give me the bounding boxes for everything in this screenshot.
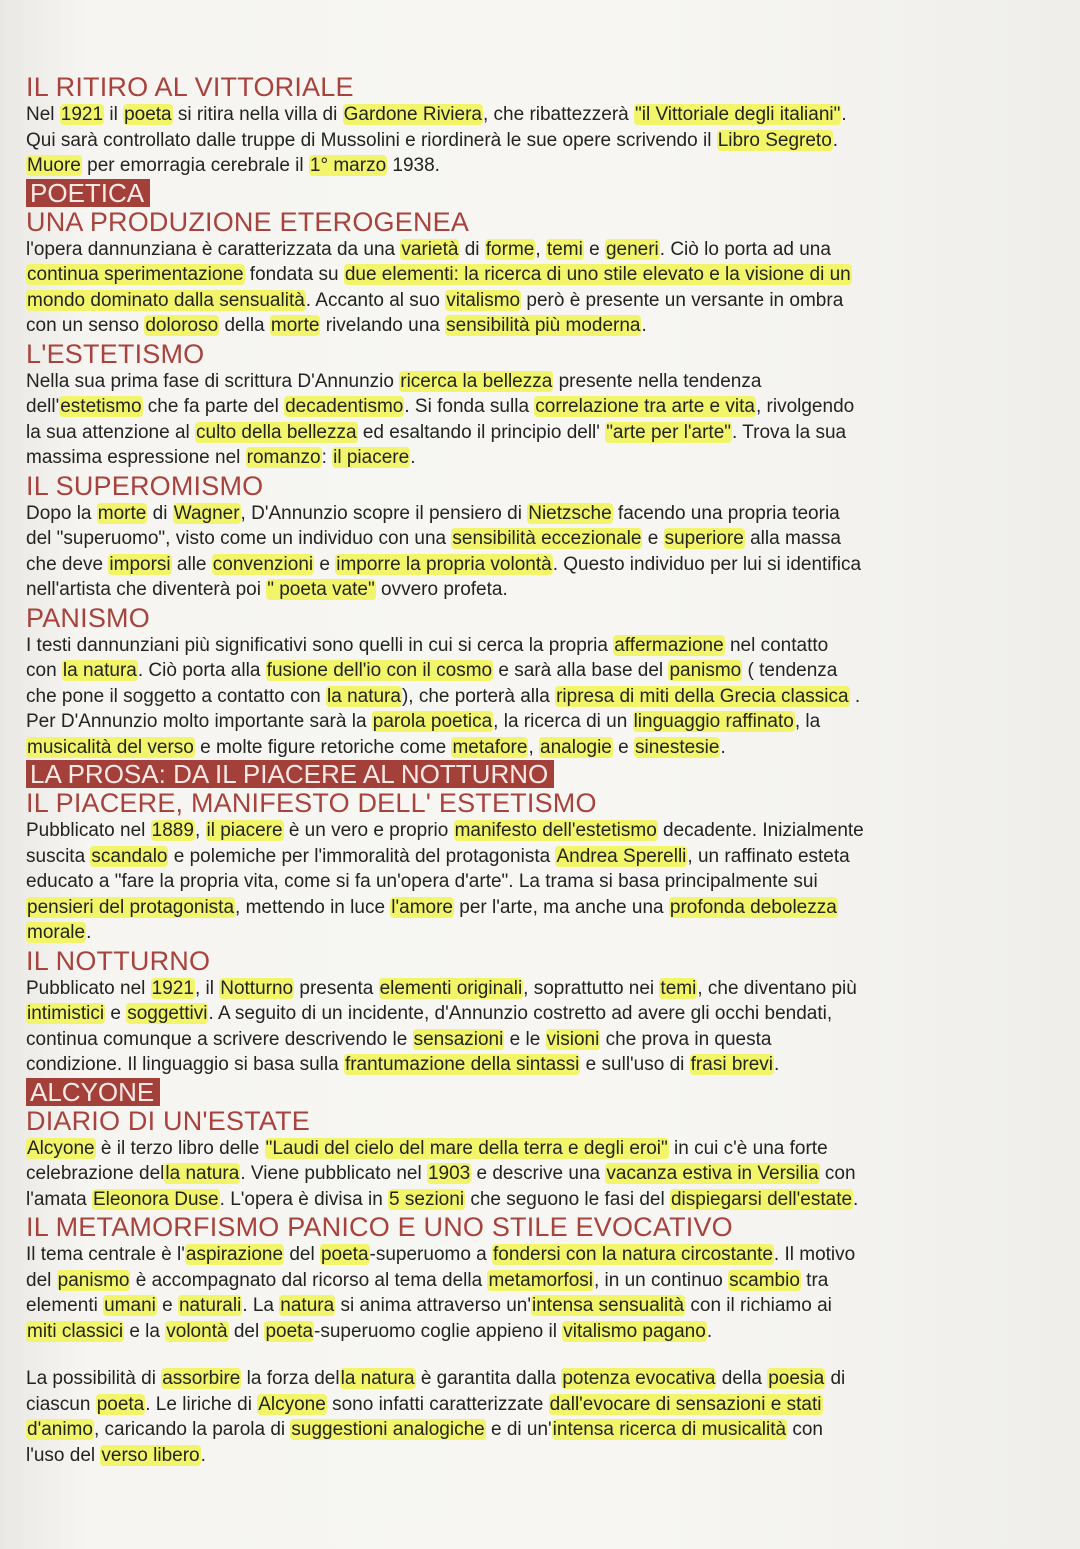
paragraph-line	[26, 1161, 1040, 1187]
paragraph-line	[26, 818, 1040, 844]
paragraph	[26, 1366, 1040, 1468]
highlighted-text: analogie	[540, 736, 612, 758]
text-run: e sarà alla base del	[493, 660, 669, 681]
highlighted-text: la natura	[62, 660, 137, 681]
text-run: e la	[124, 1320, 166, 1342]
text-run: Dopo la	[26, 502, 97, 524]
paragraph-line	[26, 445, 1040, 471]
highlighted-text: vacanza estiva in Versilia	[606, 1163, 819, 1184]
text-run: ( tendenza	[742, 660, 838, 681]
highlighted-text: Nietzsche	[528, 502, 612, 524]
paragraph-line	[26, 844, 1040, 870]
highlighted-text: umani	[104, 1295, 156, 1316]
highlighted-text: panismo	[669, 660, 742, 681]
highlighted-text: linguaggio raffinato	[633, 711, 794, 732]
text-run: fondata su	[244, 264, 344, 285]
text-run: suscita	[26, 845, 91, 867]
text-run: per emorragia cerebrale il	[81, 155, 309, 176]
paragraph-line	[26, 420, 1040, 446]
chapter-band: POETICA	[26, 179, 150, 207]
highlighted-text: miti classici	[27, 1320, 124, 1342]
text-run: massima espressione nel	[26, 447, 246, 468]
highlighted-text: la natura	[165, 1163, 240, 1184]
text-run: alla massa	[744, 528, 841, 549]
text-run: Per D'Annunzio molto importante sarà la	[26, 711, 372, 732]
highlighted-text: l'amore	[391, 896, 454, 918]
text-run: .	[832, 129, 839, 151]
text-run: ,	[535, 238, 546, 260]
highlighted-text: due elementi: la ricerca di uno stile elevato e la visione di un	[344, 264, 851, 285]
highlighted-text: morte	[97, 502, 147, 524]
highlighted-text: poeta	[96, 1393, 145, 1415]
highlighted-text: 1° marzo	[309, 155, 387, 176]
text-run: e	[314, 553, 336, 575]
text-run: è garantita dalla	[415, 1368, 562, 1389]
text-run: del	[284, 1244, 320, 1265]
highlighted-text: d'animo	[27, 1419, 93, 1440]
text-run: la sua attenzione al	[26, 421, 196, 443]
paragraph-line	[26, 313, 1040, 339]
highlighted-text: sensazioni	[413, 1028, 504, 1050]
section-heading: PANISMO	[26, 602, 150, 633]
highlighted-text: culto della bellezza	[196, 421, 357, 443]
section-heading: UNA PRODUZIONE ETEROGENEA	[26, 206, 470, 237]
text-run: è il terzo libro delle	[95, 1137, 265, 1159]
text-run: e	[583, 238, 605, 260]
highlighted-text: "il Vittoriale degli italiani"	[635, 104, 841, 125]
chapter-band: LA PROSA: DA IL PIACERE AL NOTTURNO	[26, 760, 554, 788]
text-run: nell'artista che diventerà poi	[26, 579, 267, 600]
highlighted-text: la natura	[340, 1368, 415, 1389]
highlighted-text: morte	[270, 315, 320, 336]
highlighted-text: scandalo	[91, 845, 168, 867]
highlighted-text: varietà	[401, 238, 459, 260]
highlighted-text: visioni	[546, 1028, 600, 1050]
text-run: dell'	[26, 396, 60, 417]
paragraph-line	[26, 895, 1040, 921]
highlighted-text: intensa ricerca di musicalità	[552, 1419, 787, 1440]
paragraph-line	[26, 684, 1040, 710]
highlighted-text: metamorfosi	[488, 1269, 593, 1291]
paragraph	[26, 976, 1040, 1078]
text-run: con	[787, 1419, 823, 1440]
text-run: .	[410, 447, 416, 468]
paragraph	[26, 1242, 1040, 1344]
text-run: ciascun	[26, 1393, 96, 1415]
highlighted-text: sinestesie	[634, 736, 720, 758]
paragraph-line	[26, 262, 1040, 288]
text-run: educato a "fare la propria vita, come si fa un'opera d'arte". La trama si basa principalmente sui	[26, 871, 818, 892]
highlighted-text: 1889	[151, 820, 194, 841]
text-run: , che diventano più	[697, 977, 857, 999]
text-run: .	[641, 315, 647, 336]
text-run: , il	[194, 977, 220, 999]
text-run: ), che porterà alla	[401, 685, 556, 707]
highlighted-text: 5 sezioni	[389, 1188, 465, 1210]
paragraph-line	[26, 1392, 1040, 1418]
highlighted-text: " poeta vate"	[267, 579, 375, 600]
highlighted-text: sensibilità eccezionale	[452, 528, 642, 549]
paragraph	[26, 369, 1040, 471]
text-run: .	[200, 1444, 206, 1466]
paragraph-line	[26, 1366, 1040, 1392]
paragraph-line	[26, 1136, 1040, 1162]
paragraph-line	[26, 237, 1040, 263]
text-run: presente nella tendenza	[553, 370, 762, 392]
highlighted-text: ripresa di miti della Grecia classica	[556, 685, 849, 707]
highlighted-text: estetismo	[60, 396, 142, 417]
text-run: . Ciò lo porta ad una	[659, 238, 831, 260]
paragraph-gap	[26, 1344, 1040, 1366]
paragraph	[26, 102, 1040, 179]
highlighted-text: 1903	[427, 1163, 471, 1184]
paragraph-line	[26, 1417, 1040, 1443]
text-run: nel contatto	[724, 634, 829, 656]
highlighted-text: mondo dominato dalla sensualità	[27, 289, 305, 311]
text-run: . Trova la sua	[732, 421, 847, 443]
highlighted-text: temi	[660, 977, 697, 999]
highlighted-text: sensibilità più moderna	[446, 315, 641, 336]
text-run: -superuomo coglie appieno il	[314, 1320, 563, 1342]
highlighted-text: frantumazione della sintassi	[344, 1054, 580, 1075]
text-run: .	[720, 736, 726, 758]
text-run: la forza del	[241, 1368, 340, 1389]
section-heading: IL METAMORFISMO PANICO E UNO STILE EVOCATIVO	[26, 1212, 733, 1242]
text-run: ed esaltando il principio dell'	[357, 421, 606, 443]
text-run: con il richiamo ai	[685, 1295, 832, 1316]
highlighted-text: continua sperimentazione	[27, 264, 244, 285]
highlighted-text: morale	[27, 922, 86, 943]
text-run: e polemiche per l'immoralità del protagonista	[168, 845, 556, 867]
text-run: però è presente un versante in ombra	[521, 289, 844, 311]
text-run: .	[774, 1054, 780, 1075]
highlighted-text: correlazione tra arte e vita	[535, 396, 755, 417]
text-run: l'uso del	[26, 1444, 101, 1466]
highlighted-text: vitalismo	[446, 289, 521, 311]
highlighted-text: poeta	[124, 104, 172, 125]
section-heading: IL SUPEROMISMO	[26, 470, 264, 501]
highlighted-text: Notturno	[220, 977, 294, 999]
highlighted-text: convenzioni	[212, 553, 314, 575]
highlighted-text: manifesto dell'estetismo	[454, 820, 657, 841]
text-run: si ritira nella villa di	[172, 104, 343, 125]
highlighted-text: fusione dell'io con il cosmo	[266, 660, 493, 681]
highlighted-text: doloroso	[145, 315, 219, 336]
text-run: , soprattutto nei	[523, 977, 660, 999]
text-run: , in un continuo	[593, 1269, 729, 1291]
paragraph-line	[26, 1052, 1040, 1078]
highlighted-text: forme	[485, 238, 535, 260]
paragraph	[26, 818, 1040, 946]
paragraph-line	[26, 658, 1040, 684]
text-run: del "superuomo", visto come un individuo con una	[26, 528, 452, 549]
text-run: La possibilità di	[26, 1368, 162, 1389]
text-run: . L'opera è divisa in	[219, 1188, 389, 1210]
text-run: in cui c'è una forte	[668, 1137, 828, 1159]
highlighted-text: parola poetica	[372, 711, 493, 732]
paragraph-line	[26, 1001, 1040, 1027]
paragraph	[26, 501, 1040, 603]
text-run: del	[26, 1269, 57, 1291]
highlighted-text: scambio	[729, 1269, 800, 1291]
paragraph-line	[26, 1293, 1040, 1319]
highlighted-text: superiore	[664, 528, 744, 549]
text-run: della	[716, 1368, 768, 1389]
highlighted-text: aspirazione	[185, 1244, 284, 1265]
highlighted-text: profonda debolezza	[669, 896, 837, 918]
paragraph-line	[26, 920, 1040, 946]
section-heading: IL PIACERE, MANIFESTO DELL' ESTETISMO	[26, 788, 597, 818]
highlighted-text: potenza evocativa	[562, 1368, 716, 1389]
highlighted-text: pensieri del protagonista	[27, 896, 235, 918]
text-run: . La	[242, 1295, 280, 1316]
highlighted-text: temi	[546, 238, 583, 260]
text-run: e sull'uso di	[580, 1054, 690, 1075]
text-run: Nel	[26, 104, 60, 125]
highlighted-text: affermazione	[614, 634, 724, 656]
text-run: , mettendo in luce	[235, 896, 391, 918]
text-run: , un raffinato esteta	[687, 845, 850, 867]
highlighted-text: 1921	[60, 104, 104, 125]
paragraph-line	[26, 869, 1040, 895]
paragraph	[26, 633, 1040, 761]
text-run: di	[147, 502, 173, 524]
highlighted-text: dall'evocare di sensazioni e stati	[549, 1393, 822, 1415]
paragraph-line	[26, 153, 1040, 179]
text-run: e le	[504, 1028, 546, 1050]
text-run: .	[849, 685, 861, 707]
paragraph	[26, 1136, 1040, 1213]
text-run: ovvero profeta.	[375, 579, 508, 600]
text-run: . Si fonda sulla	[404, 396, 535, 417]
text-run: rivelando una	[320, 315, 446, 336]
text-run: .	[853, 1188, 859, 1210]
text-run: con	[26, 660, 62, 681]
paragraph-line	[26, 1242, 1040, 1268]
text-run: Pubblicato nel	[26, 820, 151, 841]
highlighted-text: il piacere	[206, 820, 283, 841]
highlighted-text: Wagner	[173, 502, 240, 524]
highlighted-text: panismo	[57, 1269, 130, 1291]
section-heading: IL NOTTURNO	[26, 945, 211, 976]
section-heading: DIARIO DI UN'ESTATE	[26, 1105, 310, 1136]
highlighted-text: decadentismo	[285, 396, 404, 417]
text-run: .	[841, 104, 847, 125]
highlighted-text: generi	[605, 238, 659, 260]
paragraph-line	[26, 1268, 1040, 1294]
text-run: presenta	[294, 977, 379, 999]
text-run: , la ricerca di un	[493, 711, 633, 732]
text-run: , rivolgendo	[755, 396, 855, 417]
text-run: Nella sua prima fase di scrittura D'Annunzio	[26, 370, 400, 392]
highlighted-text: intensa sensualità	[532, 1295, 685, 1316]
text-run: Il tema centrale è l'	[26, 1244, 185, 1265]
text-run: .	[706, 1320, 713, 1342]
paragraph	[26, 237, 1040, 339]
text-run: e molte figure retoriche come	[194, 736, 452, 758]
highlighted-text: romanzo	[246, 447, 321, 468]
highlighted-text: Gardone Riviera	[343, 104, 482, 125]
highlighted-text: naturali	[178, 1295, 242, 1316]
text-run: e	[156, 1295, 178, 1316]
highlighted-text: musicalità del verso	[27, 736, 194, 758]
text-run: decadente. Inizialmente	[657, 820, 864, 841]
text-run: ,	[528, 736, 540, 758]
paragraph-line	[26, 709, 1040, 735]
highlighted-text: assorbire	[162, 1368, 241, 1389]
text-run: del	[228, 1320, 265, 1342]
chapter-band: ALCYONE	[26, 1078, 160, 1106]
text-run: I testi dannunziani più significativi sono quelli in cui si cerca la propria	[26, 634, 614, 656]
text-run: per l'arte, ma anche una	[454, 896, 669, 918]
paragraph-line	[26, 526, 1040, 552]
highlighted-text: fondersi con la natura circostante	[493, 1244, 773, 1265]
text-run: è accompagnato dal ricorso al tema della	[130, 1269, 488, 1291]
chapter-band-row	[26, 179, 1040, 207]
text-run: il	[104, 104, 124, 125]
text-run: Qui sarà controllato dalle truppe di Mussolini e riordinerà le sue opere scrivendo il	[26, 129, 717, 151]
text-run: con	[819, 1163, 856, 1184]
text-run: di	[825, 1368, 846, 1389]
highlighted-text: poesia	[768, 1368, 825, 1389]
text-run: .	[86, 922, 92, 943]
highlighted-text: metafore	[452, 736, 528, 758]
highlighted-text: ricerca la bellezza	[400, 370, 553, 392]
text-run: 1938.	[387, 155, 440, 176]
text-run: :	[321, 447, 333, 468]
text-run: . Viene pubblicato nel	[240, 1163, 427, 1184]
highlighted-text: Andrea Sperelli	[556, 845, 687, 867]
highlighted-text: elementi originali	[379, 977, 523, 999]
paragraph-line	[26, 735, 1040, 761]
paragraph-line	[26, 369, 1040, 395]
highlighted-text: Alcyone	[27, 1137, 95, 1159]
text-run: , D'Annunzio scopre il pensiero di	[240, 502, 528, 524]
text-run: che pone il soggetto a contatto con	[26, 685, 326, 707]
text-run: . Ciò porta alla	[137, 660, 266, 681]
highlighted-text: imporre la propria volontà	[336, 553, 552, 575]
highlighted-text: vitalismo pagano	[563, 1320, 706, 1342]
text-run: ,	[194, 820, 206, 841]
text-run: facendo una propria teoria	[612, 502, 840, 524]
paragraph-line	[26, 288, 1040, 314]
section-heading: IL RITIRO AL VITTORIALE	[26, 72, 354, 102]
highlighted-text: volontà	[166, 1320, 228, 1342]
paragraph-line	[26, 1027, 1040, 1053]
text-run: che fa parte del	[142, 396, 285, 417]
section-heading: L'ESTETISMO	[26, 338, 205, 369]
text-run: Pubblicato nel	[26, 977, 151, 999]
text-run: di	[459, 238, 485, 260]
text-run: , caricando la parola di	[93, 1419, 291, 1440]
highlighted-text: Libro Segreto	[717, 129, 832, 151]
chapter-band-row	[26, 1078, 1040, 1106]
text-run: tra	[800, 1269, 829, 1291]
text-run: , la	[794, 711, 821, 732]
text-run: condizione. Il linguaggio si basa sulla	[26, 1054, 344, 1075]
text-run: . Le liriche di	[145, 1393, 258, 1415]
highlighted-text: la natura	[327, 685, 401, 707]
highlighted-text: poeta	[265, 1320, 314, 1342]
text-run: si anima attraverso un'	[335, 1295, 531, 1316]
paragraph-line	[26, 1319, 1040, 1345]
text-run: che seguono le fasi del	[465, 1188, 670, 1210]
highlighted-text: Eleonora Duse	[92, 1188, 219, 1210]
highlighted-text: imporsi	[109, 553, 171, 575]
paragraph-line	[26, 102, 1040, 128]
text-run: e di un'	[485, 1419, 552, 1440]
text-run: e	[612, 736, 634, 758]
text-run: . Accanto al suo	[305, 289, 446, 311]
highlighted-text: il piacere	[333, 447, 410, 468]
highlighted-text: "arte per l'arte"	[606, 421, 732, 443]
text-run: l'opera dannunziana è caratterizzata da una	[26, 238, 401, 260]
paragraph-line	[26, 552, 1040, 578]
text-run: , che ribattezzerà	[482, 104, 634, 125]
text-run: sono infatti caratterizzate	[326, 1393, 549, 1415]
text-run: della	[219, 315, 270, 336]
highlighted-text: Alcyone	[258, 1393, 326, 1415]
text-run: e descrive una	[471, 1163, 606, 1184]
highlighted-text: verso libero	[101, 1444, 200, 1466]
highlighted-text: frasi brevi	[690, 1054, 774, 1075]
highlighted-text: suggestioni analogiche	[291, 1419, 485, 1440]
paragraph-line	[26, 577, 1040, 603]
paragraph-line	[26, 501, 1040, 527]
text-run: . Il motivo	[773, 1244, 856, 1265]
highlighted-text: dispiegarsi dell'estate	[670, 1188, 853, 1210]
highlighted-text: 1921	[151, 977, 194, 999]
text-run: -superuomo a	[369, 1244, 493, 1265]
paragraph-line	[26, 1187, 1040, 1213]
highlighted-text: intimistici	[27, 1003, 105, 1024]
paragraph-line	[26, 976, 1040, 1002]
text-run: e	[642, 528, 664, 549]
text-run: . Questo individuo per lui si identifica	[552, 553, 862, 575]
text-run: l'amata	[26, 1188, 92, 1210]
highlighted-text: "Laudi del cielo del mare della terra e degli eroi"	[265, 1137, 668, 1159]
text-run: celebrazione del	[26, 1163, 165, 1184]
text-run: è un vero e proprio	[283, 820, 454, 841]
highlighted-text: soggettivi	[127, 1003, 208, 1024]
chapter-band-row	[26, 760, 1040, 788]
text-run: che prova in questa	[600, 1028, 772, 1050]
text-run: . A seguito di un incidente, d'Annunzio costretto ad avere gli occhi bendati,	[208, 1003, 833, 1024]
text-run: e	[105, 1003, 127, 1024]
highlighted-text: Muore	[27, 155, 81, 176]
paragraph-line	[26, 128, 1040, 154]
text-run: alle	[171, 553, 212, 575]
text-run: che deve	[26, 553, 109, 575]
paragraph-line	[26, 633, 1040, 659]
paragraph-line	[26, 394, 1040, 420]
text-run: elementi	[26, 1295, 104, 1316]
highlighted-text: poeta	[320, 1244, 369, 1265]
text-run: con un senso	[26, 315, 145, 336]
paragraph-line	[26, 1443, 1040, 1469]
highlighted-text: natura	[280, 1295, 335, 1316]
text-run: continua comunque a scrivere descrivendo le	[26, 1028, 413, 1050]
